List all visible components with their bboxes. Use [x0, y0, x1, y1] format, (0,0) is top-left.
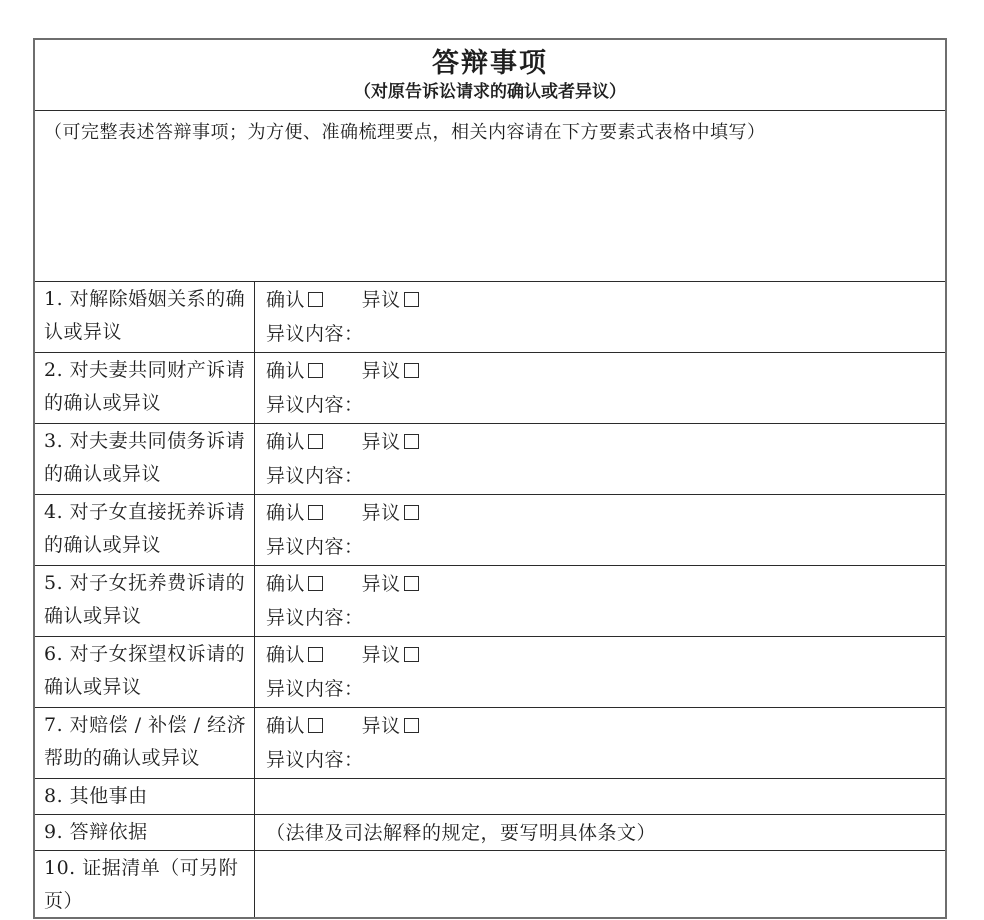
objection-option[interactable] [362, 709, 419, 743]
confirm-label: 确认 [266, 502, 306, 524]
checkbox-line [266, 425, 937, 459]
form-subtitle: （对原告诉讼请求的确认或者异议） [354, 81, 626, 102]
form-title: 答辩事项 [432, 48, 548, 79]
confirm-label: 确认 [266, 573, 306, 595]
objection-option[interactable] [362, 496, 419, 530]
table-row-2 [35, 352, 945, 423]
instruction-text: （可完整表述答辩事项；为方便、准确梳理要点，相关内容请在下方要素式表格中填写） [44, 122, 766, 143]
checkbox-line [266, 567, 937, 601]
objection-checkbox-icon[interactable] [404, 434, 419, 449]
objection-checkbox-icon[interactable] [404, 292, 419, 307]
row-8-value-cell[interactable] [255, 779, 945, 814]
objection-checkbox-icon[interactable] [404, 576, 419, 591]
table-row-1 [35, 281, 945, 352]
objection-option[interactable] [362, 425, 419, 459]
objection-option[interactable] [362, 283, 419, 317]
row-7-value-cell[interactable] [255, 708, 945, 778]
objection-checkbox-icon[interactable] [404, 363, 419, 378]
row-10-label: 10. 证据清单（可另附页） [35, 851, 255, 917]
checkbox-line [266, 709, 937, 743]
statement-fill-in-cell[interactable] [35, 110, 945, 281]
objection-content-field[interactable]: 异议内容： [266, 394, 364, 416]
confirm-option[interactable] [266, 709, 323, 743]
row-8-label: 8. 其他事由 [35, 779, 255, 814]
row-2-value-cell[interactable] [255, 353, 945, 423]
confirm-label: 确认 [266, 289, 306, 311]
confirm-label: 确认 [266, 360, 306, 382]
table-row-7 [35, 707, 945, 778]
table-row-8 [35, 778, 945, 814]
row-2-label: 2. 对夫妻共同财产诉请的确认或异议 [35, 353, 255, 423]
objection-checkbox-icon[interactable] [404, 718, 419, 733]
confirm-label: 确认 [266, 715, 306, 737]
confirm-checkbox-icon[interactable] [308, 647, 323, 662]
confirm-checkbox-icon[interactable] [308, 718, 323, 733]
checkbox-line [266, 638, 937, 672]
confirm-checkbox-icon[interactable] [308, 363, 323, 378]
checkbox-line [266, 496, 937, 530]
objection-label: 异议 [361, 715, 401, 737]
objection-option[interactable] [362, 638, 419, 672]
row-6-value-cell[interactable] [255, 637, 945, 707]
objection-label: 异议 [361, 360, 401, 382]
row-7-label: 7. 对赔偿 / 补偿 / 经济帮助的确认或异议 [35, 708, 255, 778]
objection-content-field[interactable]: 异议内容： [266, 749, 364, 771]
objection-content-field[interactable]: 异议内容： [266, 607, 364, 629]
confirm-label: 确认 [266, 644, 306, 666]
objection-content-field[interactable]: 异议内容： [266, 323, 364, 345]
table-row-3 [35, 423, 945, 494]
objection-label: 异议 [361, 289, 401, 311]
confirm-label: 确认 [266, 431, 306, 453]
confirm-checkbox-icon[interactable] [308, 576, 323, 591]
row-5-label: 5. 对子女抚养费诉请的确认或异议 [35, 566, 255, 636]
confirm-checkbox-icon[interactable] [308, 292, 323, 307]
table-row-6 [35, 636, 945, 707]
checkbox-line [266, 283, 937, 317]
table-row-10 [35, 850, 945, 917]
row-9-label: 9. 答辩依据 [35, 815, 255, 850]
objection-label: 异议 [361, 502, 401, 524]
row-3-value-cell[interactable] [255, 424, 945, 494]
checkbox-line [266, 354, 937, 388]
form-header-row [35, 40, 945, 110]
confirm-option[interactable] [266, 496, 323, 530]
confirm-checkbox-icon[interactable] [308, 505, 323, 520]
confirm-option[interactable] [266, 425, 323, 459]
objection-content-field[interactable]: 异议内容： [266, 536, 364, 558]
objection-label: 异议 [361, 431, 401, 453]
confirm-option[interactable] [266, 567, 323, 601]
row-1-value-cell[interactable] [255, 282, 945, 352]
objection-option[interactable] [362, 354, 419, 388]
table-row-9 [35, 814, 945, 850]
confirm-checkbox-icon[interactable] [308, 434, 323, 449]
row-9-value-cell[interactable]: （法律及司法解释的规定，要写明具体条文） [266, 822, 657, 844]
defense-matters-form-table [33, 38, 947, 919]
row-3-label: 3. 对夫妻共同债务诉请的确认或异议 [35, 424, 255, 494]
row-6-label: 6. 对子女探望权诉请的确认或异议 [35, 637, 255, 707]
row-1-label: 1. 对解除婚姻关系的确认或异议 [35, 282, 255, 352]
confirm-option[interactable] [266, 638, 323, 672]
objection-content-field[interactable]: 异议内容： [266, 465, 364, 487]
row-4-label: 4. 对子女直接抚养诉请的确认或异议 [35, 495, 255, 565]
objection-label: 异议 [361, 573, 401, 595]
row-4-value-cell[interactable] [255, 495, 945, 565]
row-10-value-cell[interactable] [255, 851, 945, 917]
objection-option[interactable] [362, 567, 419, 601]
objection-label: 异议 [361, 644, 401, 666]
objection-checkbox-icon[interactable] [404, 505, 419, 520]
confirm-option[interactable] [266, 354, 323, 388]
table-row-4 [35, 494, 945, 565]
row-5-value-cell[interactable] [255, 566, 945, 636]
objection-content-field[interactable]: 异议内容： [266, 678, 364, 700]
confirm-option[interactable] [266, 283, 323, 317]
table-row-5 [35, 565, 945, 636]
objection-checkbox-icon[interactable] [404, 647, 419, 662]
